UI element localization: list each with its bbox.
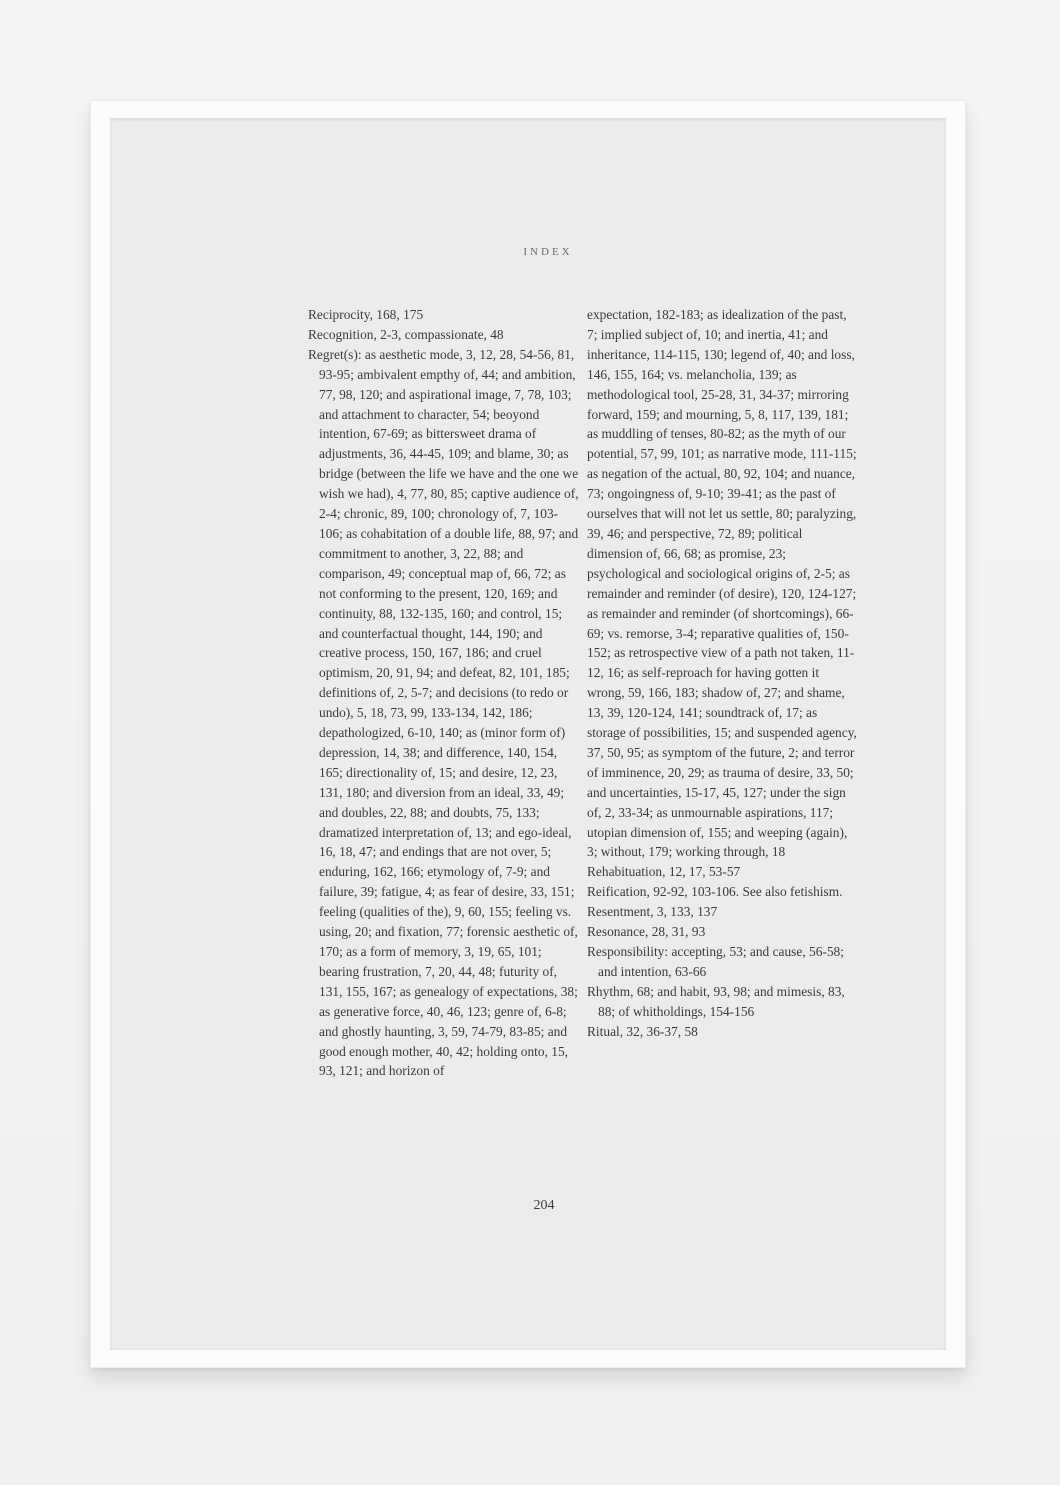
index-entry: Ritual, 32, 36-37, 58 xyxy=(587,1023,698,1039)
index-entry: Rhythm, 68; and habit, 93, 98; and mimesis, 83, 88; of whitholdings, 154-156 xyxy=(587,983,845,1019)
index-entry: Rehabituation, 12, 17, 53-57 xyxy=(587,864,741,880)
index-entry: Resentment, 3, 133, 137 xyxy=(587,904,718,920)
page-number: 204 xyxy=(533,1198,555,1213)
index-entry: Responsibility: accepting, 53; and cause, 56-58; and intention, 63-66 xyxy=(587,944,844,979)
index-entry: Resonance, 28, 31, 93 xyxy=(587,924,706,940)
index-column-right xyxy=(587,305,859,1042)
index-entry-continued: expectation, 182-183; as idealization of the past, 7; implied subject of, 10; and inertia, 41; and inheritance, 114-115, 130; legend of, 40; and loss, 146, 155, 164; vs. melancholia, 139; as methodological tool, 25-28, 31, 34-37; mirroring forward, 159; and mourning, 5, 8, 117, 139, 181; as muddling of tenses, 80-82; as the myth of our potential, 57, 99, 101; as narrative mode, 111-115; as negation of the actual, 80, 92, 104; and nuance, 73; ongoingness of, 9-10; 39-41; as the past of ourselves that will not let us settle, 80; paralyzing, 39, 46; and perspective, 72, 89; political dimension of, 66, 68; as promise, 23; psychological and sociological origins of, 2-5; as remainder and reminder (of desire), 120, 124-127; as remainder and reminder (of shortcomings), 66-69; vs. remorse, 3-4; reparative qualities of, 150-152; as retrospective view of a path not taken, 11-12, 16; as self-reproach for having gotten it wrong, 59, 166, 183; shadow of, 27; and shame, 13, 39, 120-124, 141; soundtrack of, 17; as storage of possibilities, 15; and suspended agency, 37, 50, 95; as symptom of the future, 2; and terror of imminence, 20, 29; as trauma of desire, 33, 50; and uncertainties, 15-17, 45, 127; under the sign of, 2, 33-34; as unmournable aspirations, 117; utopian dimension of, 155; and weeping (again), 3; without, 179; working through, 18 xyxy=(587,307,857,860)
index-entry: Reification, 92-92, 103-106. See also fetishism. xyxy=(587,884,843,900)
index-heading: INDEX xyxy=(523,246,573,258)
index-entry: Regret(s): as aesthetic mode, 3, 12, 28, 54-56, 81, 93-95; ambivalent empthy of, 44; and ambition, 77, 98, 120; and aspirational image, 7, 78, 103; and attachment to character, 54; beoyond intention, 67-69; as bittersweet drama of adjustments, 36, 44-45, 109; and blame, 30; as bridge (between the life we have and the one we wish we had), 4, 77, 80, 85; captive audience of, 2-4; chronic, 89, 100; chronology of, 7, 103-106; as cohabitation of a double life, 88, 97; and commitment to another, 3, 22, 88; and comparison, 49; conceptual map of, 66, 72; as not conforming to the present, 120, 169; and continuity, 88, 132-135, 160; and control, 15; and counterfactual thought, 144, 190; and creative process, 150, 167, 186; and cruel optimism, 20, 91, 94; and defeat, 82, 101, 185; definitions of, 2, 5-7; and decisions (to redo or undo), 5, 18, 73, 99, 133-134, 142, 186; depathologized, 6-10, 140; as (minor form of) depression, 14, 38; and difference, 140, 154, 165; directionality of, 15; and desire, 12, 23, 131, 180; and diversion from an ideal, 33, 49; and doubles, 22, 88; and doubts, 75, 133; dramatized interpretation of, 13; and ego-ideal, 16, 18, 47; and endings that are not over, 5; enduring, 162, 166; etymology of, 7-9; and failure, 39; fatigue, 4; as fear of desire, 33, 151; feeling (qualities of the), 9, 60, 155; feeling vs. using, 20; and fixation, 77; forensic aesthetic of, 170; as a form of memory, 3, 19, 65, 101; bearing frustration, 7, 20, 44, 48; futurity of, 131, 155, 167; as genealogy of expectations, 38; as generative force, 40, 46, 123; genre of, 6-8; and ghostly haunting, 3, 59, 74-79, 83-85; and good enough mother, 40, 42; holding onto, 15, 93, 121; and horizon of xyxy=(308,346,579,1079)
index-entry: Reciprocity, 168, 175 xyxy=(308,307,424,322)
index-entry: Recognition, 2-3, compassionate, 48 xyxy=(308,326,504,342)
index-column-left xyxy=(308,305,580,1081)
